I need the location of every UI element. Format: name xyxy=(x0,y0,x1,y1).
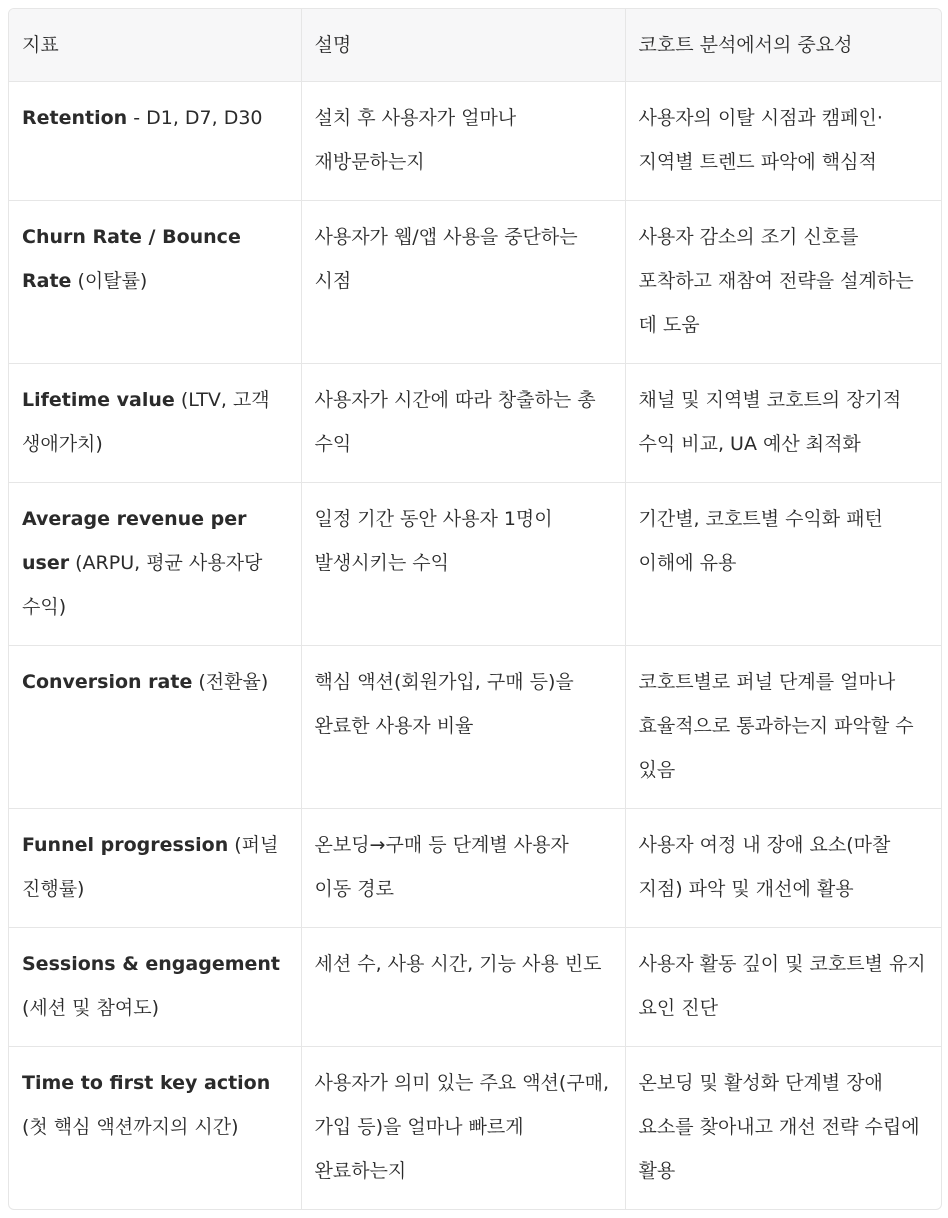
table-header xyxy=(9,9,941,82)
description-cell: 세션 수, 사용 시간, 기능 사용 빈도 xyxy=(301,928,625,1047)
metric-name: Time to first key action xyxy=(22,1072,271,1094)
header-importance: 코호트 분석에서의 중요성 xyxy=(625,9,941,82)
metric-subtitle: (ARPU, 평균 사용자당 수익) xyxy=(22,552,263,618)
importance-cell: 채널 및 지역별 코호트의 장기적 수익 비교, UA 예산 최적화 xyxy=(625,364,941,483)
metric-cell xyxy=(9,646,301,809)
metrics-table-container xyxy=(8,8,942,1210)
table-row xyxy=(9,928,941,1047)
header-description: 설명 xyxy=(301,9,625,82)
importance-cell: 사용자 활동 깊이 및 코호트별 유지 요인 진단 xyxy=(625,928,941,1047)
metric-subtitle: (이탈률) xyxy=(71,270,148,292)
metric-cell xyxy=(9,82,301,201)
metric-cell xyxy=(9,928,301,1047)
description-cell: 설치 후 사용자가 얼마나 재방문하는지 xyxy=(301,82,625,201)
metric-subtitle: (LTV, 고객 생애가치) xyxy=(22,389,270,455)
table-row xyxy=(9,646,941,809)
metric-name: Lifetime value xyxy=(22,389,175,411)
importance-cell: 사용자의 이탈 시점과 캠페인·지역별 트렌드 파악에 핵심적 xyxy=(625,82,941,201)
metric-cell xyxy=(9,483,301,646)
description-cell: 사용자가 웹/앱 사용을 중단하는 시점 xyxy=(301,201,625,364)
metric-cell xyxy=(9,809,301,928)
table-row xyxy=(9,483,941,646)
description-cell: 핵심 액션(회원가입, 구매 등)을 완료한 사용자 비율 xyxy=(301,646,625,809)
description-cell: 온보딩→구매 등 단계별 사용자 이동 경로 xyxy=(301,809,625,928)
importance-cell: 사용자 여정 내 장애 요소(마찰 지점) 파악 및 개선에 활용 xyxy=(625,809,941,928)
table-row xyxy=(9,82,941,201)
header-row xyxy=(9,9,941,82)
metric-name: Conversion rate xyxy=(22,671,193,693)
metric-subtitle: (퍼널 진행률) xyxy=(22,834,279,900)
importance-cell: 사용자 감소의 조기 신호를 포착하고 재참여 전략을 설계하는 데 도움 xyxy=(625,201,941,364)
description-cell: 일정 기간 동안 사용자 1명이 발생시키는 수익 xyxy=(301,483,625,646)
metric-name: Funnel progression xyxy=(22,834,229,856)
metric-subtitle: (첫 핵심 액션까지의 시간) xyxy=(22,1116,239,1138)
table-row xyxy=(9,809,941,928)
metric-name: Average revenue per user xyxy=(22,508,247,574)
header-metric: 지표 xyxy=(9,9,301,82)
description-cell: 사용자가 의미 있는 주요 액션(구매, 가입 등)을 얼마나 빠르게 완료하는지 xyxy=(301,1047,625,1210)
metric-subtitle: (전환율) xyxy=(192,671,269,693)
importance-cell: 온보딩 및 활성화 단계별 장애 요소를 찾아내고 개선 전략 수립에 활용 xyxy=(625,1047,941,1210)
description-cell: 사용자가 시간에 따라 창출하는 총 수익 xyxy=(301,364,625,483)
metric-cell xyxy=(9,364,301,483)
table-row xyxy=(9,364,941,483)
metric-subtitle: (세션 및 참여도) xyxy=(22,997,160,1019)
metric-name: Sessions & engagement xyxy=(22,953,281,975)
importance-cell: 기간별, 코호트별 수익화 패턴 이해에 유용 xyxy=(625,483,941,646)
table-row xyxy=(9,1047,941,1210)
table-body xyxy=(9,82,941,1210)
metric-cell xyxy=(9,201,301,364)
metric-cell xyxy=(9,1047,301,1210)
importance-cell: 코호트별로 퍼널 단계를 얼마나 효율적으로 통과하는지 파악할 수 있음 xyxy=(625,646,941,809)
metric-subtitle: - D1, D7, D30 xyxy=(127,107,263,129)
metric-name: Retention xyxy=(22,107,128,129)
table-row xyxy=(9,201,941,364)
metrics-table xyxy=(9,9,941,1209)
metric-name: Churn Rate / Bounce Rate xyxy=(22,226,241,292)
